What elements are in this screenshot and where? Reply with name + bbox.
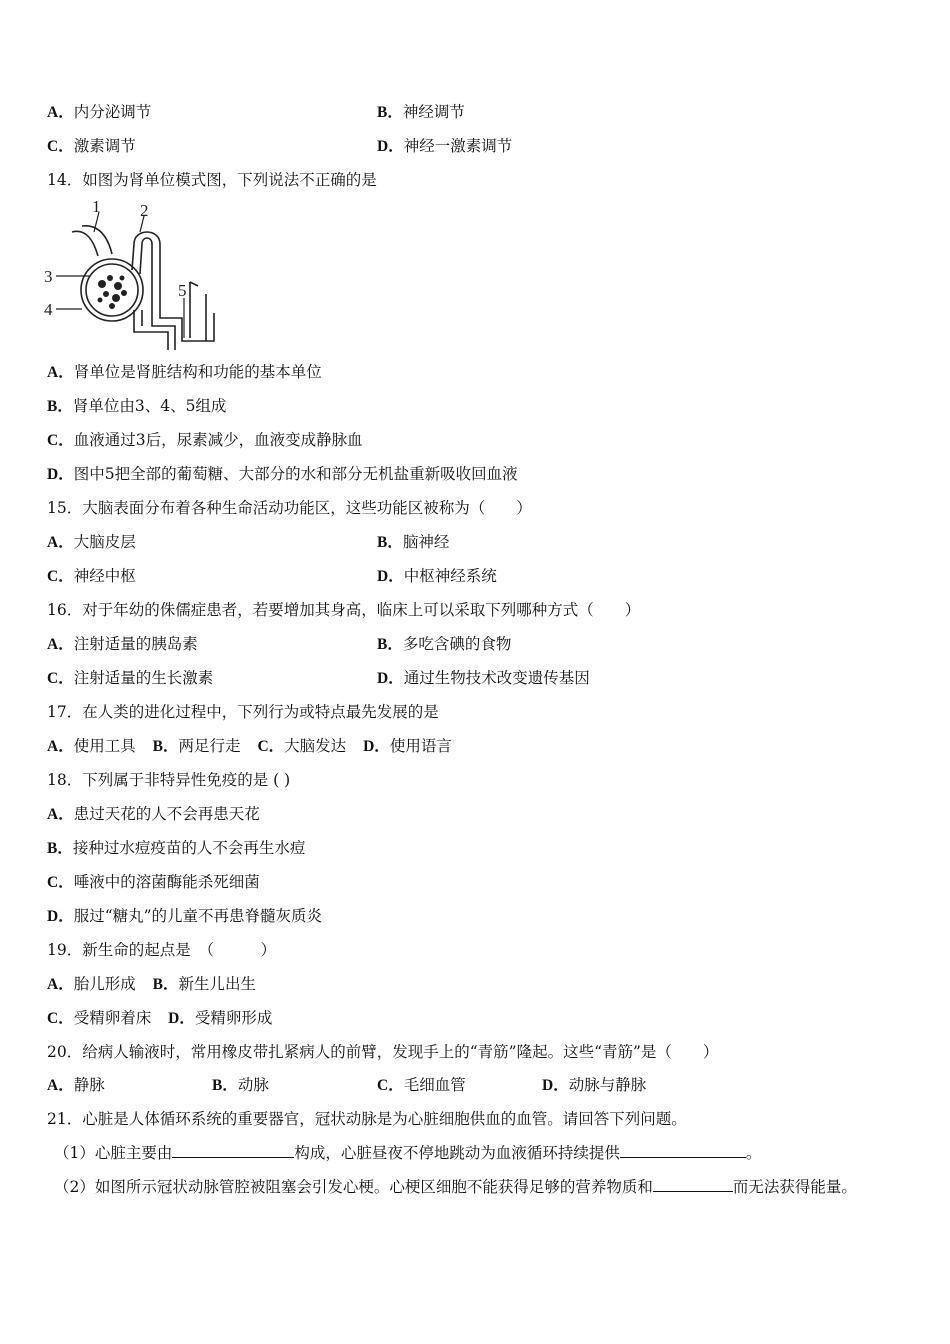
q14-option-c[interactable]: C．血液通过3后，尿素减少，血液变成静脉血: [47, 431, 363, 449]
q13-option-b[interactable]: B．神经调节: [377, 103, 465, 121]
q16-options-row-1: [47, 632, 512, 656]
q16-stem: 16．对于年幼的侏儒症患者，若要增加其身高，临床上可以采取下列哪种方式（ ）: [47, 601, 641, 619]
q18-stem: 18．下列属于非特异性免疫的是 ( ): [47, 771, 291, 789]
q20-stem: 20．给病人输液时，常用橡皮带扎紧病人的前臂，发现手上的“青筋”隆起。这些“青筋”是（ ）: [47, 1043, 719, 1061]
q15-options-row-1: [47, 530, 450, 554]
q19-option-d[interactable]: D．受精卵形成: [168, 1009, 273, 1027]
q14-option-b[interactable]: B．肾单位由3、4、5组成: [47, 397, 227, 415]
q20-option-b[interactable]: B．动脉: [212, 1076, 269, 1094]
q13-options-row-1: [47, 100, 465, 124]
q19-stem: 19．新生命的起点是 （ ）: [47, 941, 276, 959]
q14-option-a[interactable]: A．肾单位是肾脏结构和功能的基本单位: [47, 363, 322, 381]
answer-blank-3[interactable]: [653, 1175, 733, 1192]
q17-stem: 17．在人类的进化过程中，下列行为或特点最先发展的是: [47, 703, 439, 721]
q16-option-b[interactable]: B．多吃含碘的食物: [377, 635, 512, 653]
q17-options-row: [47, 734, 452, 758]
q15-option-b[interactable]: B．脑神经: [377, 533, 450, 551]
label-1: 1: [92, 198, 101, 216]
label-4: 4: [44, 300, 53, 319]
q20-option-d[interactable]: D．动脉与静脉: [542, 1076, 647, 1094]
answer-blank-1[interactable]: [172, 1141, 294, 1158]
q21-stem: 21．心脏是人体循环系统的重要器官，冠状动脉是为心脏细胞供血的血管。请回答下列问题。: [47, 1110, 687, 1128]
q13-options-row-2: [47, 134, 513, 158]
q14-stem: 14．如图为肾单位模式图，下列说法不正确的是: [47, 171, 377, 189]
q19-option-b[interactable]: B．新生儿出生: [152, 975, 257, 993]
q18-option-b[interactable]: B．接种过水痘疫苗的人不会再生水痘: [47, 839, 306, 857]
q18-option-a[interactable]: A．患过天花的人不会再患天花: [47, 805, 260, 823]
q15-option-d[interactable]: D．中枢神经系统: [377, 567, 497, 585]
q13-option-a[interactable]: A．内分泌调节: [47, 103, 152, 121]
label-5: 5: [178, 281, 187, 300]
q15-stem: 15．大脑表面分布着各种生命活动功能区，这些功能区被称为（ ）: [47, 499, 532, 517]
q19-options-row-1: [47, 972, 256, 996]
q16-options-row-2: [47, 666, 590, 690]
q17-option-a[interactable]: A．使用工具: [47, 737, 136, 755]
q19-option-c[interactable]: C．受精卵着床: [47, 1009, 152, 1027]
label-2: 2: [140, 201, 149, 220]
q20-option-c[interactable]: C．毛细血管: [377, 1076, 466, 1094]
q20-option-a[interactable]: A．静脉: [47, 1076, 105, 1094]
q18-option-d[interactable]: D．服过“糖丸”的儿童不再患脊髓灰质炎: [47, 907, 323, 925]
q17-option-c[interactable]: C．大脑发达: [257, 737, 347, 755]
q16-option-c[interactable]: C．注射适量的生长激素: [47, 669, 214, 687]
q16-option-d[interactable]: D．通过生物技术改变遗传基因: [377, 669, 590, 687]
q21-part-2: （2）如图所示冠状动脉管腔被阻塞会引发心梗。心梗区细胞不能获得足够的营养物质和 而无法获得能量。: [54, 1175, 857, 1199]
q19-option-a[interactable]: A．胎儿形成: [47, 975, 136, 993]
q18-option-c[interactable]: C．唾液中的溶菌酶能杀死细菌: [47, 873, 260, 891]
q16-option-a[interactable]: A．注射适量的胰岛素: [47, 635, 198, 653]
q17-option-b[interactable]: B．两足行走: [152, 737, 241, 755]
q13-option-d[interactable]: D．神经一激素调节: [377, 137, 513, 155]
q15-options-row-2: [47, 564, 497, 588]
q17-option-d[interactable]: D．使用语言: [363, 737, 452, 755]
q20-options-row: [47, 1073, 927, 1097]
label-3: 3: [44, 267, 53, 286]
nephron-diagram: [42, 198, 217, 350]
answer-blank-2[interactable]: [620, 1141, 746, 1158]
q14-option-d[interactable]: D．图中5把全部的葡萄糖、大部分的水和部分无机盐重新吸收回血液: [47, 465, 518, 483]
q21-part-1: （1）心脏主要由 构成，心脏昼夜不停地跳动为血液循环持续提供 。: [54, 1141, 761, 1165]
q15-option-c[interactable]: C．神经中枢: [47, 567, 136, 585]
q19-options-row-2: [47, 1006, 272, 1030]
q13-option-c[interactable]: C．激素调节: [47, 137, 136, 155]
q15-option-a[interactable]: A．大脑皮层: [47, 533, 136, 551]
